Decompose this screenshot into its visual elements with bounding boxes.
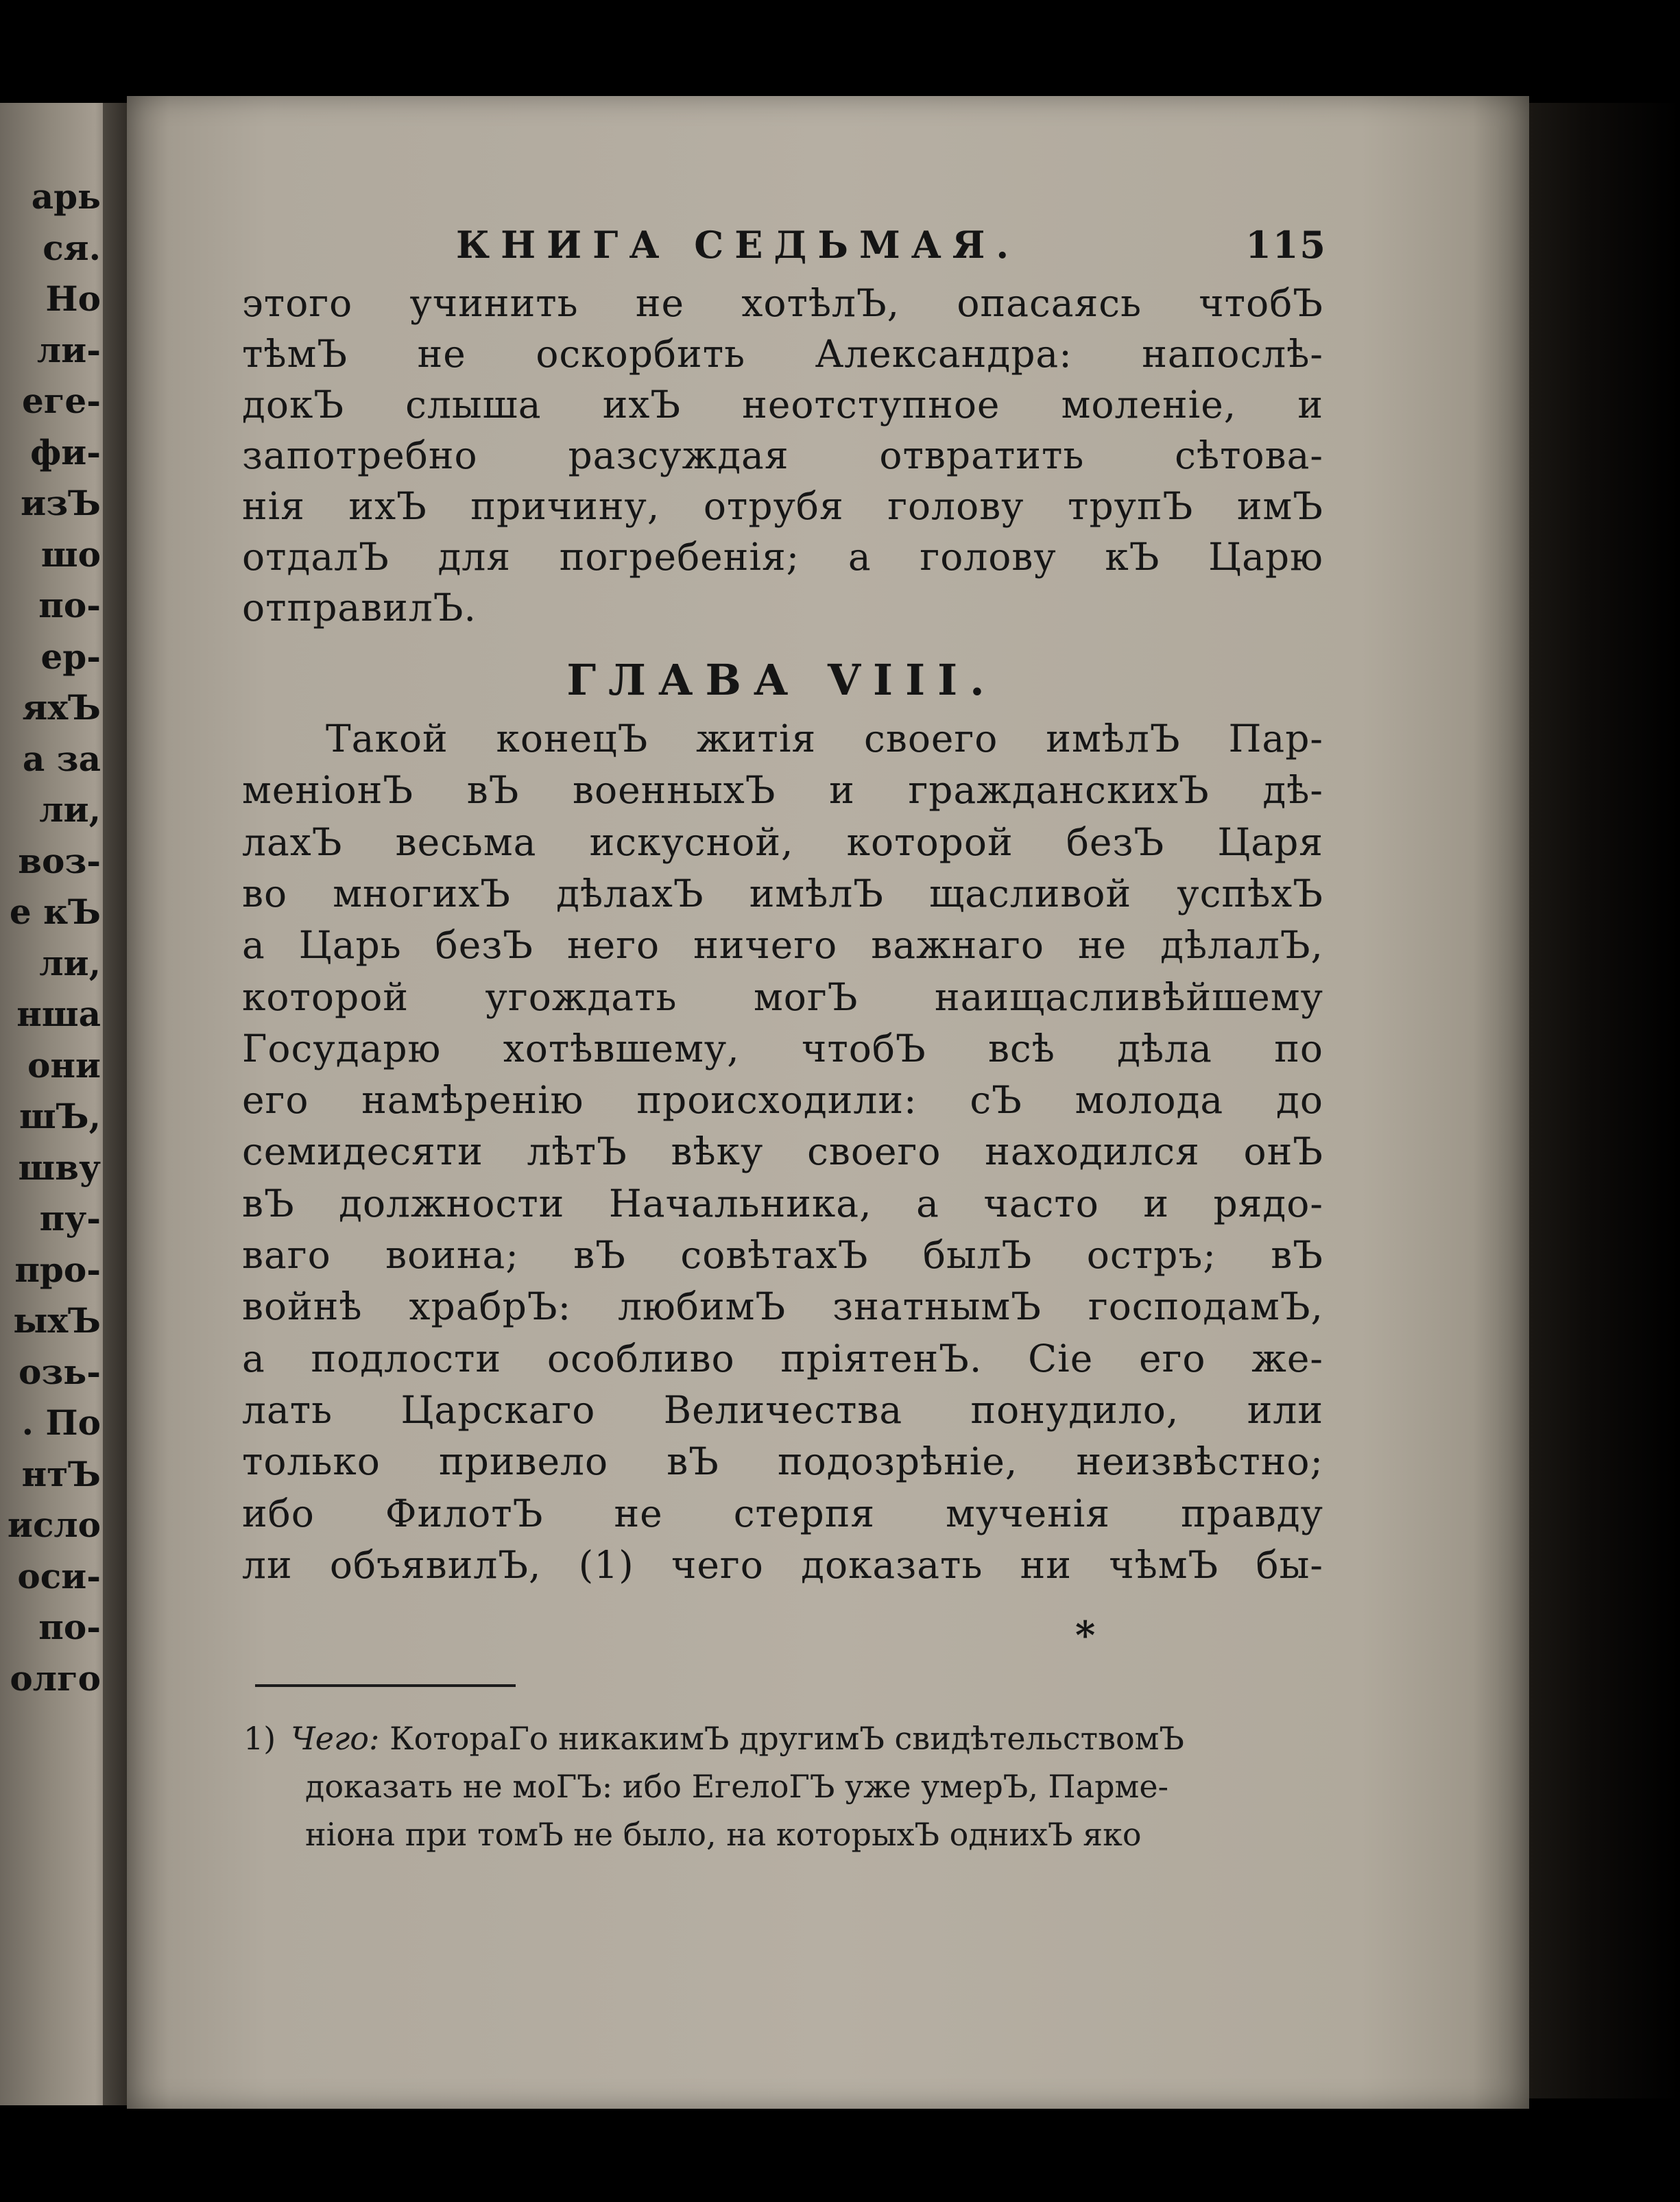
text-line: ли объявилЪ, (1) чего доказать ни чѣмЪ бы- [242,1542,1323,1587]
text-line: семидесяти лѣтЪ вѣку своего находился онЪ [242,1129,1323,1174]
text-line: вЪ должности Начальника, а часто и рядо- [242,1181,1323,1225]
footnote-line [243,1720,1184,1757]
text-line: Государю хотѣвшему, чтобЪ всѣ дѣла по [242,1026,1323,1070]
left-page-fragment: ли, [39,789,101,830]
left-page-fragment: исло [7,1505,101,1545]
left-page-fragment: оси- [17,1555,101,1596]
text-line: войнѣ храбрЪ: любимЪ знатнымЪ господамЪ, [242,1284,1323,1329]
book-right-edge [1526,103,1680,2098]
left-page-fragment: . По [21,1402,101,1443]
chapter-heading: ГЛАВА VIII. [566,655,997,705]
left-page-fragment: ли- [36,329,101,370]
text-line: тѣмЪ не оскорбить Александра: напослѣ- [242,332,1323,376]
text-line: ваго воина; вЪ совѣтахЪ былЪ остръ; вЪ [242,1233,1323,1277]
signature-mark: * [1075,1613,1096,1658]
left-page-fragment: ся. [43,227,101,268]
left-page-fragment: фи- [30,431,101,472]
page-number: 115 [1245,223,1327,267]
left-page-fragment: олго [10,1658,101,1699]
left-page-fragment: озь- [19,1351,101,1392]
text-line: Такой конецЪ житія своего имѣлЪ Пар- [326,717,1323,761]
left-page-fragment: яхЪ [22,687,101,728]
text-line: отправилЪ. [242,586,477,630]
footnote-line: доказать не моГЪ: ибо ЕгелоГЪ уже умерЪ, Парме- [305,1768,1169,1805]
footnote-number: 1) [243,1720,276,1757]
text-line: отдалЪ для погребенія; а голову кЪ Царю [242,535,1323,579]
running-title: КНИГА СЕДЬМАЯ. [456,223,1020,267]
left-page-fragment: арь [31,176,101,217]
text-line: а подлости особливо пріятенЪ. Сіе его же- [242,1336,1323,1380]
left-page-fragment: ли, [39,942,101,983]
footnote-text: КотораГо никакимЪ другимЪ свидѣтельствомЪ [389,1720,1184,1757]
left-page-fragment: шЪ, [19,1096,101,1136]
text-line: которой угождать могЪ наищасливѣйшему [242,974,1323,1019]
left-page-fragment: воз- [18,840,101,881]
left-page-fragment: Но [45,278,101,319]
footnote-rule [255,1684,516,1687]
left-page-fragment: пу- [39,1198,101,1238]
text-line: только привело вЪ подозрѣніе, неизвѣстно; [242,1439,1323,1484]
text-line: докЪ слыша ихЪ неотступное моленіе, и [242,383,1323,427]
left-page-fragment: они [27,1044,101,1086]
left-page-fragment: шо [40,534,101,575]
left-page-fragment: изЪ [21,483,101,523]
left-page-fragment: еге- [21,381,101,421]
left-page-fragment: про- [14,1249,101,1290]
running-header [456,223,1327,271]
footnote-line: ніона при томЪ не было, на которыхЪ однихЪ яко [305,1816,1142,1853]
left-page-fragment: е кЪ [9,891,101,932]
text-line: запотребно разсуждая отвратить сѣтова- [242,433,1323,477]
text-line: нія ихЪ причину, отрубя голову трупЪ имЪ [242,484,1323,528]
text-line: меніонЪ вЪ военныхЪ и гражданскихЪ дѣ- [242,768,1323,813]
text-line: его намѣренію происходили: сЪ молода до [242,1078,1323,1123]
left-page-fragment: ер- [40,636,101,677]
text-line: этого учинить не хотѣлЪ, опасаясь чтобЪ [242,281,1323,325]
text-line: во многихЪ дѣлахЪ имѣлЪ щасливой успѣхЪ [242,871,1323,915]
left-page-fragment: нша [16,994,101,1034]
left-page-fragment: шву [18,1147,101,1188]
text-line: а Царь безЪ него ничего важнаго не дѣлалЪ, [242,923,1323,968]
left-page-fragment: ыхЪ [13,1300,101,1341]
left-page-fragment: по- [38,1607,101,1647]
left-page-fragment: нтЪ [21,1453,101,1494]
text-line: лать Царскаго Величества понудило, или [242,1387,1323,1432]
text-line: ибо ФилотЪ не стерпя мученія правду [242,1491,1323,1535]
footnote-term: Чего: [291,1720,380,1757]
left-page-fragment: по- [38,585,101,625]
left-page-fragment: а за [22,738,101,779]
text-line: лахЪ весьма искусной, которой безЪ Царя [242,819,1323,864]
